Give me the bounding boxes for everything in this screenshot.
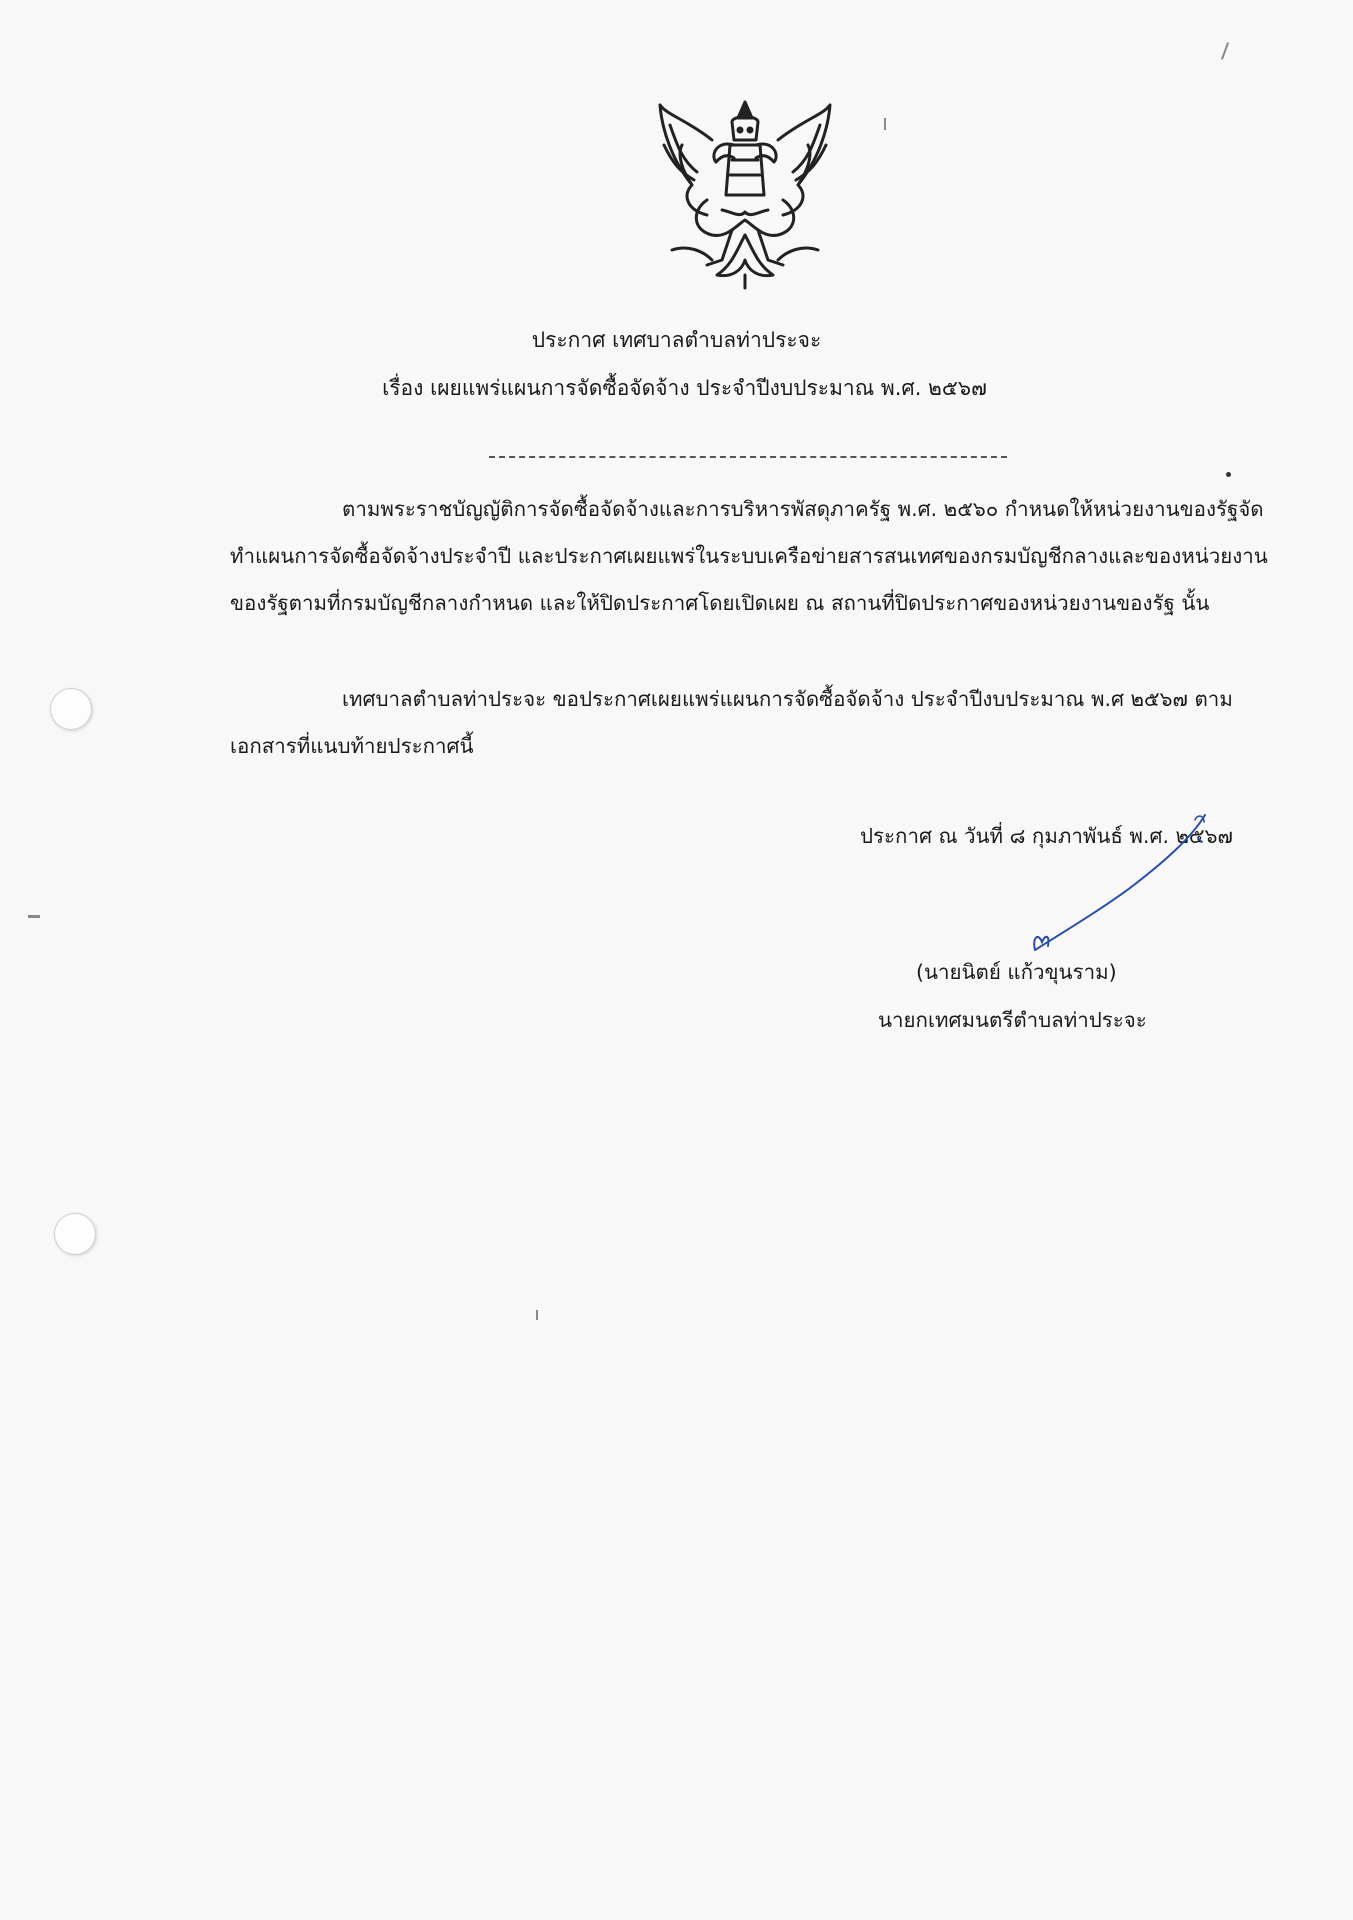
body-paragraph-1: ตามพระราชบัญญัติการจัดซื้อจัดจ้างและการบริหารพัสดุภาครัฐ พ.ศ. ๒๕๖๐ กำหนดให้หน่วยงานของรัฐจัดทำแผนการจัดซื้อจัดจ้างประจำปี และประกาศเผยแพร่ในระบบเครือข่ายสารสนเทศของกรมบัญชีกลางและของหน่วยงานของรัฐตามที่กรมบัญชีกลางกำหนด และให้ปิดประกาศโดยเปิดเผย ณ สถานที่ปิดประกาศของหน่วยงานของรัฐ นั้น	[230, 497, 1268, 615]
body-paragraph-2: เทศบาลตำบลท่าประจะ ขอประกาศเผยแพร่แผนการจัดซื้อจัดจ้าง ประจำปีงบประมาณ พ.ศ ๒๕๖๗ ตามเอกสารที่แนบท้ายประกาศนี้	[230, 687, 1233, 758]
scan-speck	[536, 1310, 538, 1320]
scan-speck	[1226, 472, 1231, 477]
garuda-emblem-icon	[652, 100, 838, 290]
announcement-heading: ประกาศ เทศบาลตำบลท่าประจะ	[531, 328, 822, 352]
announcement-subject: เรื่อง เผยแพร่แผนการจัดซื้อจัดจ้าง ประจำปีงบประมาณ พ.ศ. ๒๕๖๗	[382, 376, 987, 400]
scan-speck	[1221, 42, 1229, 60]
signer-title: นายกเทศมนตรีตำบลท่าประจะ	[878, 1008, 1147, 1032]
punch-hole	[54, 1213, 96, 1255]
signer-name: (นายนิตย์ แก้วขุนราม)	[916, 960, 1117, 984]
punch-hole	[50, 688, 92, 730]
scan-speck	[884, 118, 886, 130]
title-divider	[489, 456, 1007, 458]
announcement-date: ประกาศ ณ วันที่ ๘ กุมภาพันธ์ พ.ศ. ๒๕๖๗	[860, 824, 1233, 848]
signature-icon	[990, 810, 1230, 960]
scan-speck	[28, 915, 40, 918]
